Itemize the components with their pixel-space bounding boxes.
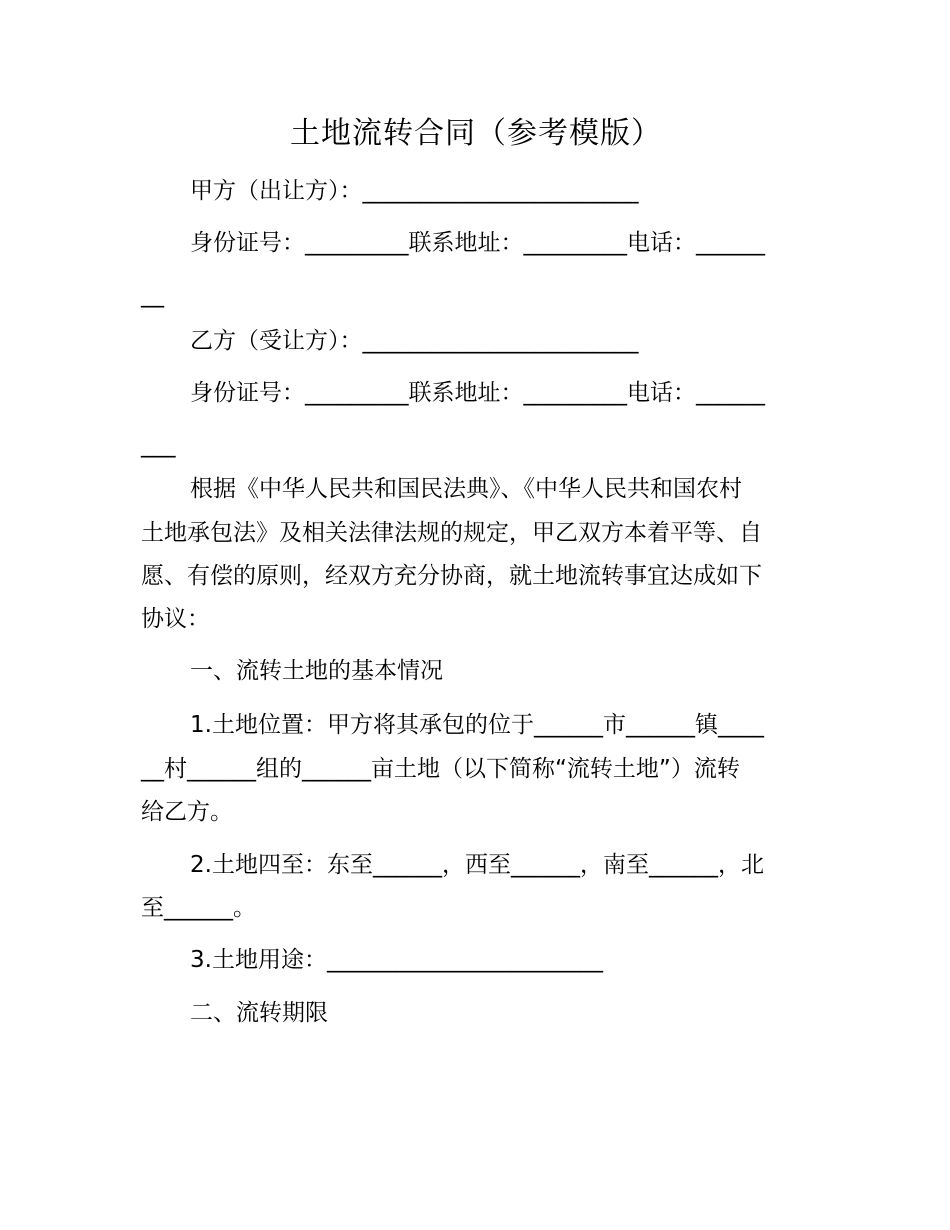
clause-2-line-1: 2.土地四至：东至______，西至______，南至______，北 — [190, 852, 764, 878]
section-1-heading: 一、流转土地的基本情况 — [190, 658, 443, 684]
party-b-name-line: 乙方（受让方）：________________________ — [190, 328, 639, 354]
document-title: 土地流转合同（参考模版） — [290, 116, 662, 151]
preamble-line-1: 根据《中华人民共和国民法典》、《中华人民共和国农村 — [190, 476, 742, 502]
clause-3-line: 3.土地用途：________________________ — [190, 947, 603, 973]
preamble-line-4: 协议： — [141, 606, 210, 632]
party-b-contact-line: 身份证号：_________联系地址：_________电话：______ — [190, 380, 765, 406]
preamble-line-2: 土地承包法》及相关法律法规的规定，甲乙双方本着平等、自 — [141, 520, 762, 546]
party-b-contact-wrap: ___ — [141, 432, 176, 458]
clause-1-line-3: 给乙方。 — [141, 799, 233, 825]
clause-1-line-2: __村______组的______亩土地（以下简称“流转土地”）流转 — [141, 756, 740, 782]
section-2-heading: 二、流转期限 — [190, 1000, 328, 1026]
party-a-contact-wrap: __ — [141, 282, 164, 308]
party-a-contact-line: 身份证号：_________联系地址：_________电话：______ — [190, 230, 765, 256]
clause-2-line-2: 至______。 — [141, 895, 256, 921]
party-a-name-line: 甲方（出让方）：________________________ — [190, 178, 639, 204]
clause-1-line-1: 1.土地位置：甲方将其承包的位于______市______镇____ — [190, 712, 764, 738]
preamble-line-3: 愿、有偿的原则，经双方充分协商，就土地流转事宜达成如下 — [141, 563, 762, 589]
